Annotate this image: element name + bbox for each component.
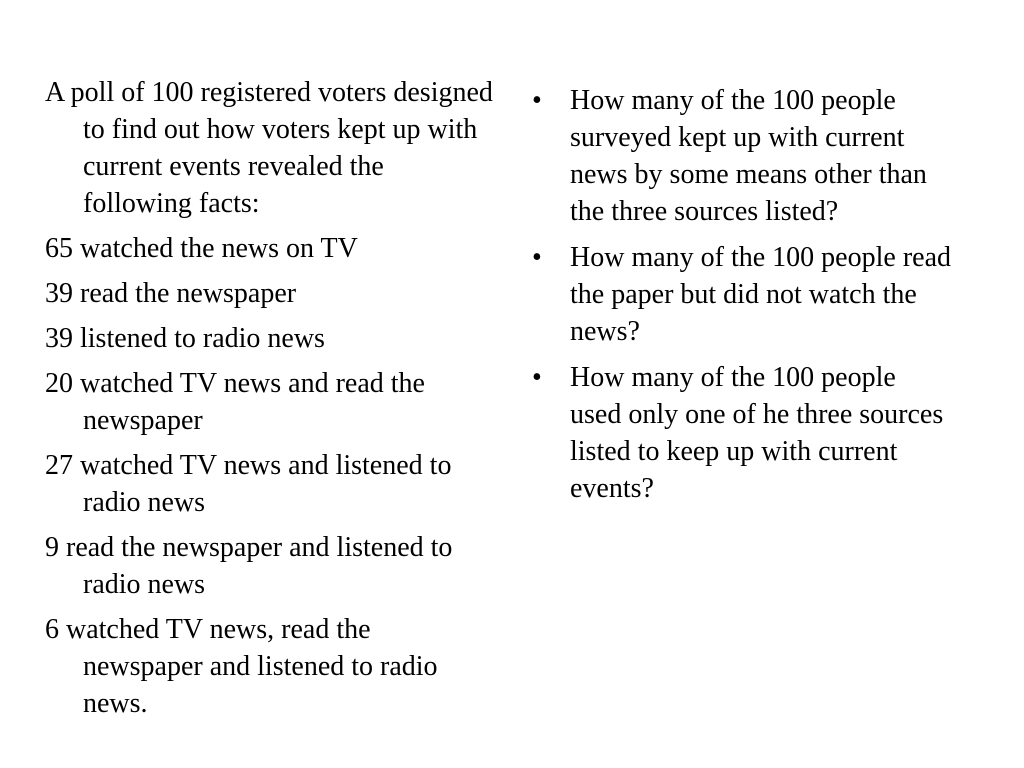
question-paper-not-tv [532, 239, 952, 350]
question-other-means [532, 82, 952, 230]
fact-all-three-sources: 6 watched TV news, read the newspaper and listened to radio news. [45, 614, 438, 719]
bullet-icon: • [532, 242, 542, 273]
poll-facts-column [45, 74, 495, 730]
question-text: How many of the 100 people surveyed kept up with current news by some means other than the three sources listed? [570, 85, 927, 227]
bullet-icon: • [532, 362, 542, 393]
questions-column [532, 82, 952, 516]
fact-tv-news: 65 watched the news on TV [45, 233, 358, 264]
question-text: How many of the 100 people used only one of he three sources listed to keep up with current events? [570, 362, 944, 504]
bullet-icon: • [532, 85, 542, 116]
fact-newspaper-and-radio: 9 read the newspaper and listened to radio news [45, 532, 453, 600]
question-text: How many of the 100 people read the paper but did not watch the news? [570, 242, 951, 347]
fact-tv-and-newspaper: 20 watched TV news and read the newspaper [45, 368, 425, 436]
fact-newspaper: 39 read the newspaper [45, 278, 297, 309]
fact-radio-news: 39 listened to radio news [45, 323, 325, 354]
question-list [532, 82, 952, 507]
poll-intro-text: A poll of 100 registered voters designed to find out how voters kept up with current events revealed the following facts: [45, 77, 493, 219]
fact-tv-and-radio: 27 watched TV news and listened to radio news [45, 450, 452, 518]
question-only-one-source [532, 359, 952, 507]
